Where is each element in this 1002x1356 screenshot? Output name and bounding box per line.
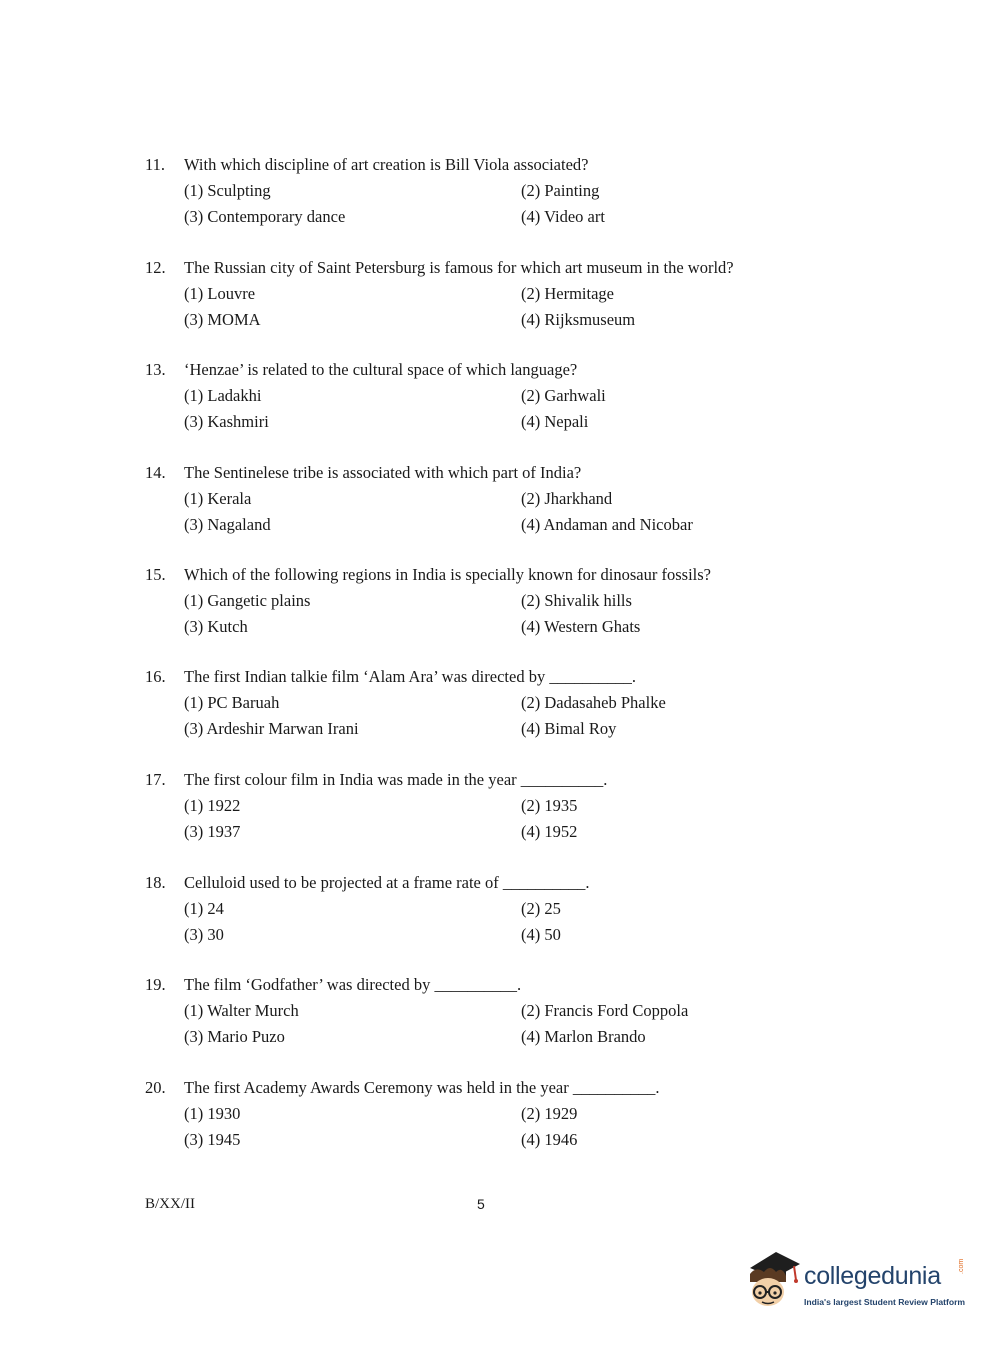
- option-2: (2) Jharkhand: [521, 489, 613, 508]
- option-2: (2) Francis Ford Coppola: [521, 1001, 689, 1020]
- question-number: 19.: [145, 975, 166, 994]
- page-number: 5: [477, 1196, 485, 1212]
- question-stem: Which of the following regions in India is specially known for dinosaur fossils?: [184, 565, 711, 584]
- question-number: 18.: [145, 873, 166, 892]
- option-1: (1) 1922: [184, 796, 241, 815]
- option-3: (3) Contemporary dance: [184, 207, 346, 226]
- paper-code: B/XX/II: [145, 1196, 195, 1212]
- question-stem: The film ‘Godfather’ was directed by __________.: [184, 975, 522, 994]
- brand-tld: .com: [958, 1258, 965, 1274]
- option-3: (3) Mario Puzo: [184, 1027, 285, 1046]
- option-2: (2) Hermitage: [521, 284, 614, 303]
- option-1: (1) Sculpting: [184, 181, 271, 200]
- option-1: (1) Ladakhi: [184, 386, 262, 405]
- option-3: (3) 1937: [184, 822, 241, 841]
- question-number: 20.: [145, 1078, 166, 1097]
- option-1: (1) Louvre: [184, 284, 256, 303]
- option-4: (4) Western Ghats: [521, 617, 641, 636]
- option-2: (2) 25: [521, 899, 561, 918]
- question-stem: The Russian city of Saint Petersburg is famous for which art museum in the world?: [184, 258, 734, 277]
- option-4: (4) Nepali: [521, 412, 589, 431]
- option-1: (1) 1930: [184, 1104, 241, 1123]
- option-4: (4) Rijksmuseum: [521, 310, 636, 329]
- question-number: 15.: [145, 565, 166, 584]
- option-1: (1) Kerala: [184, 489, 252, 508]
- collegedunia-watermark: [742, 1248, 972, 1318]
- option-2: (2) Garhwali: [521, 386, 606, 405]
- option-3: (3) Kutch: [184, 617, 248, 636]
- question-number: 11.: [145, 155, 166, 174]
- question-stem: The first colour film in India was made in the year __________.: [184, 770, 608, 789]
- collegedunia-mascot-icon: [742, 1248, 802, 1312]
- option-4: (4) 1952: [521, 822, 578, 841]
- option-1: (1) PC Baruah: [184, 693, 280, 712]
- option-2: (2) Shivalik hills: [521, 591, 632, 610]
- brand-name: collegedunia: [804, 1262, 941, 1290]
- option-4: (4) Marlon Brando: [521, 1027, 646, 1046]
- option-1: (1) 24: [184, 899, 224, 918]
- option-4: (4) Bimal Roy: [521, 719, 617, 738]
- question-stem: ‘Henzae’ is related to the cultural space of which language?: [184, 360, 578, 379]
- option-3: (3) MOMA: [184, 310, 261, 329]
- option-3: (3) Kashmiri: [184, 412, 269, 431]
- question-stem: Celluloid used to be projected at a frame rate of __________.: [184, 873, 590, 892]
- question-number: 14.: [145, 463, 166, 482]
- option-1: (1) Walter Murch: [184, 1001, 299, 1020]
- question-number: 13.: [145, 360, 166, 379]
- option-2: (2) Dadasaheb Phalke: [521, 693, 666, 712]
- question-stem: The first Indian talkie film ‘Alam Ara’ was directed by __________.: [184, 667, 636, 686]
- option-4: (4) Video art: [521, 207, 605, 226]
- question-number: 16.: [145, 667, 166, 686]
- question-stem: The Sentinelese tribe is associated with which part of India?: [184, 463, 582, 482]
- option-3: (3) 1945: [184, 1130, 241, 1149]
- question-number: 12.: [145, 258, 166, 277]
- option-4: (4) 50: [521, 925, 561, 944]
- question-stem: The first Academy Awards Ceremony was held in the year __________.: [184, 1078, 660, 1097]
- option-1: (1) Gangetic plains: [184, 591, 311, 610]
- option-3: (3) 30: [184, 925, 224, 944]
- brand-tagline: India's largest Student Review Platform: [804, 1297, 966, 1307]
- option-3: (3) Ardeshir Marwan Irani: [184, 719, 359, 738]
- option-4: (4) 1946: [521, 1130, 578, 1149]
- option-2: (2) Painting: [521, 181, 600, 200]
- option-2: (2) 1935: [521, 796, 578, 815]
- option-2: (2) 1929: [521, 1104, 578, 1123]
- question-stem: With which discipline of art creation is Bill Viola associated?: [184, 155, 589, 174]
- option-4: (4) Andaman and Nicobar: [521, 515, 693, 534]
- question-number: 17.: [145, 770, 166, 789]
- option-3: (3) Nagaland: [184, 515, 271, 534]
